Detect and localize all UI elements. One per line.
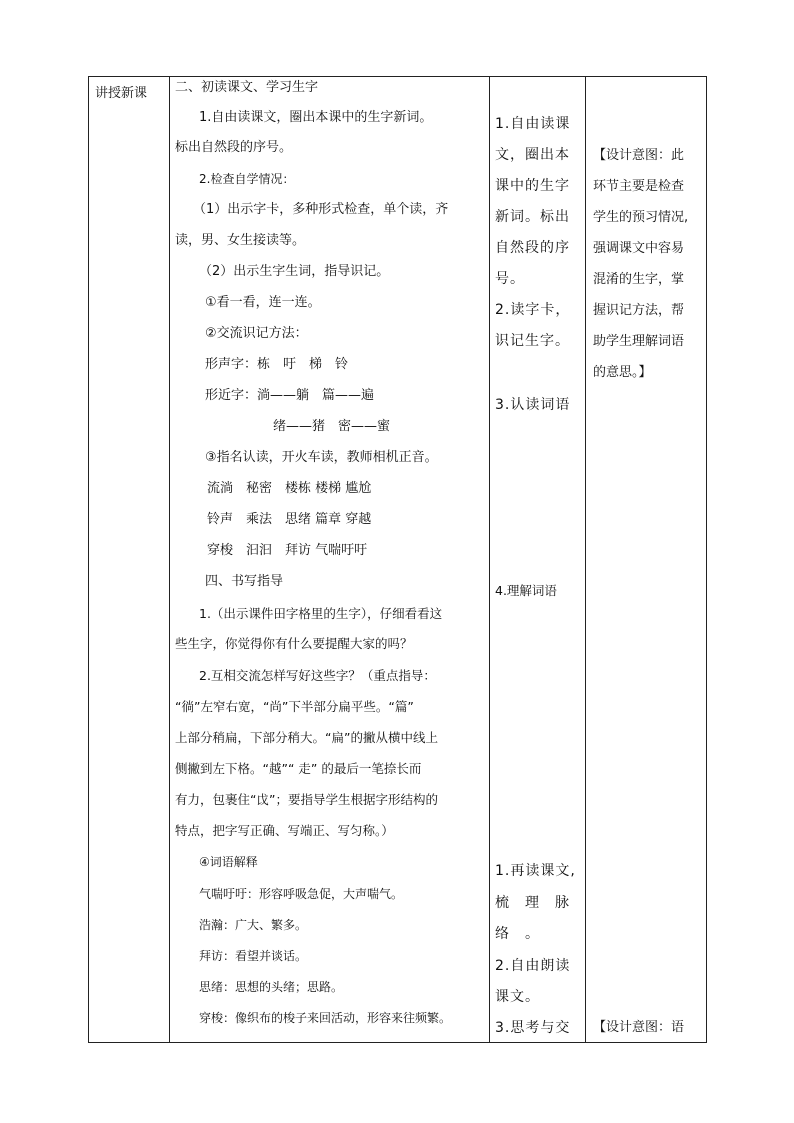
- content-line: 上部分稍扁，下部分稍大。“扁”的撇从横中线上: [175, 730, 438, 745]
- content-line: 2.检查自学情况：: [199, 172, 295, 186]
- activity-line: 课中的生字: [495, 178, 570, 194]
- design-intent-cell: [585, 77, 708, 1042]
- teaching-content-cell: [169, 77, 489, 1042]
- content-line: ③指名认读，开火车读，教师相机正音。: [205, 450, 438, 465]
- content-line: （2）出示生字生词，指导识记。: [199, 264, 390, 279]
- content-line: 2.互相交流怎样写好这些字？（重点指导：: [199, 668, 436, 683]
- content-line: ④词语解释: [199, 855, 258, 869]
- activity-line: 新词。标出: [495, 209, 570, 225]
- student-activity-cell: [489, 77, 585, 1042]
- intent-line: 助学生理解词语: [593, 334, 685, 349]
- activity-line: 梳 理 脉: [495, 895, 570, 911]
- content-line: 流淌 秘密 楼栋 楼梯 尴尬: [207, 481, 372, 496]
- section-label: 讲授新课: [95, 86, 148, 101]
- content-line: 读，男、女生接读等。: [175, 233, 306, 248]
- content-line: 浩瀚：广大、繁多。: [199, 918, 308, 932]
- intent-line: 【设计意图：语: [593, 1020, 685, 1035]
- content-line: 些生字，你觉得你有什么要提醒大家的吗？: [175, 636, 413, 651]
- content-line: 四、书写指导: [205, 574, 284, 589]
- content-line: 标出自然段的序号。: [175, 140, 293, 155]
- intent-line: 学生的预习情况,: [593, 210, 689, 225]
- content-line: “徜”左窄右宽，“尚”下半部分扁平些。“篇”: [175, 699, 414, 714]
- intent-line: 【设计意图：此: [593, 148, 685, 163]
- content-line: 思绪：思想的头绪；思路。: [199, 980, 344, 994]
- content-line: 形近字：淌——躺 篇——遍: [205, 388, 375, 403]
- content-line: 拜访：看望并谈话。: [199, 949, 308, 963]
- activity-line: 识记生字。: [495, 333, 570, 349]
- activity-line: 1.再读课文,: [495, 863, 576, 879]
- activity-line: 文，圈出本: [495, 147, 570, 163]
- intent-line: 强调课文中容易: [593, 241, 685, 256]
- content-line: ①看一看，连一连。: [205, 295, 321, 310]
- content-line: 二、初读课文、学习生字: [175, 80, 319, 95]
- activity-line: 2.自由朗读: [495, 958, 571, 974]
- content-line: 气喘吁吁：形容呼吸急促，大声喘气。: [199, 887, 404, 901]
- activity-line: 2.读字卡，: [495, 302, 571, 318]
- content-line: 铃声 乘法 思绪 篇章 穿越: [207, 512, 372, 527]
- intent-line: 握识记方法，帮: [593, 303, 685, 318]
- intent-line: 的意思。】: [593, 365, 652, 380]
- content-line: 穿梭：像织布的梭子来回活动，形容来往频繁。: [199, 1011, 452, 1025]
- activity-line: 1.自由读课: [495, 116, 571, 132]
- content-line: 1.自由读课文，圈出本课中的生字新词。: [199, 110, 433, 125]
- activity-line: 3.认读词语: [495, 397, 571, 413]
- content-line: 绪——猪 密——蜜: [273, 419, 391, 434]
- content-line: 侧撇到左下格。“越”“ 走” 的最后一笔捺长而: [175, 761, 422, 776]
- activity-line: 课文。: [495, 989, 540, 1005]
- activity-line: 络 。: [495, 926, 540, 942]
- content-line: （1）出示字卡，多种形式检查，单个读，齐: [193, 202, 449, 217]
- lesson-plan-table: [88, 76, 707, 1043]
- activity-line: 3.思考与交: [495, 1020, 571, 1036]
- content-line: ②交流识记方法：: [205, 326, 308, 341]
- content-line: 1.（出示课件田字格里的生字），仔细看看这: [199, 606, 443, 621]
- content-line: 特点，把字写正确、写端正、写匀称。）: [175, 823, 394, 838]
- content-line: 穿梭 汩汩 拜访 气喘吁吁: [207, 543, 368, 558]
- content-line: 有力，包裹住“戉”；要指导学生根据字形结构的: [175, 792, 438, 807]
- intent-line: 环节主要是检查: [593, 179, 685, 194]
- activity-line: 自然段的序: [495, 240, 570, 256]
- section-label-cell: [89, 77, 169, 1042]
- content-line: 形声字：栋 吁 梯 铃: [205, 357, 349, 372]
- intent-line: 混淆的生字，掌: [593, 272, 685, 287]
- activity-line: 号。: [495, 271, 525, 287]
- activity-line: 4.理解词语: [495, 583, 557, 598]
